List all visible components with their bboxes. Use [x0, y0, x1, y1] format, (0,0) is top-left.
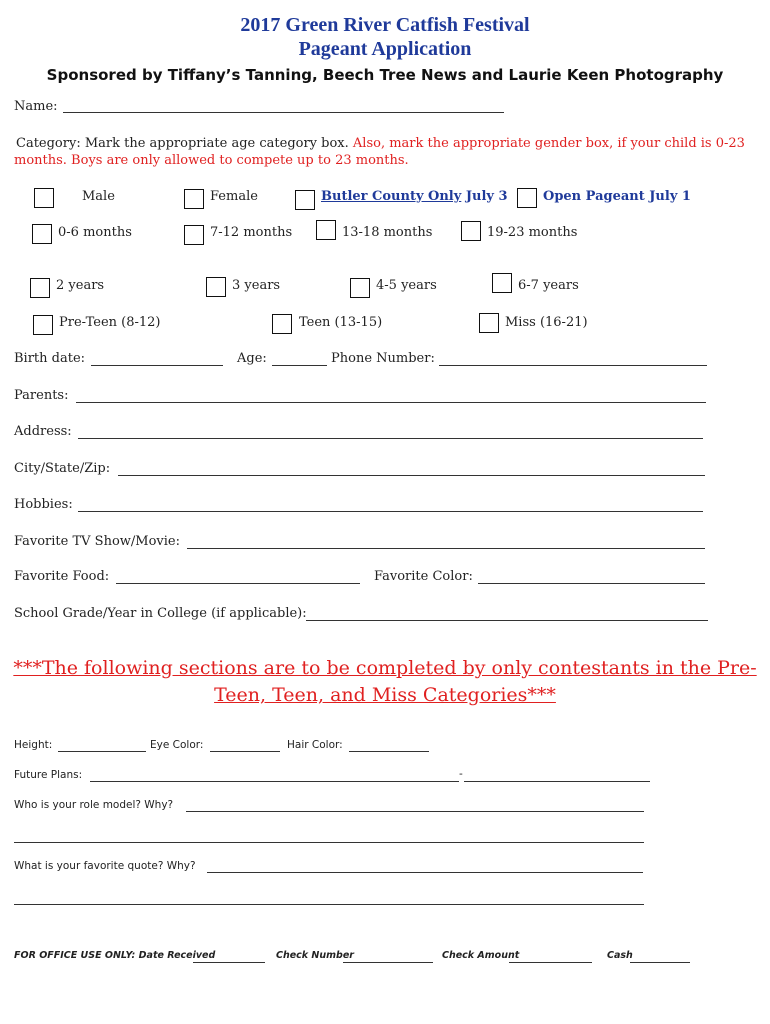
age-7-12-checkbox[interactable] — [184, 225, 204, 245]
older-contestants-notice: ***The following sections are to be completed by only contestants in the Pre-Teen, Teen, and Miss Categories*** — [13, 657, 757, 706]
male-label: Male — [82, 189, 115, 204]
miss-checkbox[interactable] — [479, 313, 499, 333]
age-6-7-years-checkbox[interactable] — [492, 273, 512, 293]
age-7-12-label: 7-12 months — [210, 225, 293, 240]
teen-checkbox[interactable] — [272, 314, 292, 334]
future-plans-field-2[interactable] — [464, 781, 650, 782]
age-3-years-checkbox[interactable] — [206, 277, 226, 297]
female-label: Female — [210, 189, 258, 204]
age-field[interactable] — [272, 365, 327, 366]
future-plans-label: Future Plans: — [14, 769, 83, 781]
teen-label: Teen (13-15) — [299, 315, 383, 330]
role-model-label: Who is your role model? Why? — [14, 799, 174, 811]
age-0-6-label: 0-6 months — [58, 225, 132, 240]
age-0-6-checkbox[interactable] — [32, 224, 52, 244]
instructions-text: Category: Mark the appropriate age category box. — [16, 136, 353, 151]
birth-date-field[interactable] — [91, 365, 223, 366]
tv-show-label: Favorite TV Show/Movie: — [14, 534, 180, 549]
height-field[interactable] — [58, 751, 146, 752]
office-check-number-label: Check Number — [276, 950, 354, 961]
favorite-quote-label: What is your favorite quote? Why? — [14, 860, 196, 872]
instructions-red-text: Also, mark the appropriate gender box, if your child is 0-23 — [352, 136, 745, 151]
role-model-field[interactable] — [186, 811, 644, 812]
office-check-amount-label: Check Amount — [442, 950, 520, 961]
parents-label: Parents: — [14, 388, 69, 403]
city-state-zip-field[interactable] — [118, 475, 705, 476]
favorite-food-label: Favorite Food: — [14, 569, 110, 584]
miss-label: Miss (16-21) — [505, 315, 588, 330]
form-subtitle: Pageant Application — [298, 38, 472, 60]
instructions-line1 — [16, 136, 745, 151]
butler-county-label — [321, 189, 508, 204]
age-13-18-label: 13-18 months — [342, 225, 433, 240]
favorite-food-field[interactable] — [116, 583, 360, 584]
favorite-quote-field[interactable] — [207, 872, 643, 873]
office-cash-label: Cash — [607, 950, 633, 961]
favorite-color-label: Favorite Color: — [374, 569, 473, 584]
form-title: 2017 Green River Catfish Festival — [240, 14, 530, 36]
age-2-years-checkbox[interactable] — [30, 278, 50, 298]
hair-color-field[interactable] — [349, 751, 429, 752]
age-4-5-years-checkbox[interactable] — [350, 278, 370, 298]
school-grade-field[interactable] — [306, 620, 708, 621]
sponsor-line: Sponsored by Tiffany’s Tanning, Beech Tree News and Laurie Keen Photography — [46, 66, 724, 84]
eye-color-label: Eye Color: — [150, 739, 204, 751]
role-model-field-2[interactable] — [14, 842, 644, 843]
age-6-7-years-label: 6-7 years — [518, 278, 579, 293]
name-field[interactable] — [63, 112, 504, 113]
office-cash-field[interactable] — [630, 962, 690, 963]
hair-color-label: Hair Color: — [287, 739, 343, 751]
pre-teen-checkbox[interactable] — [33, 315, 53, 335]
phone-field[interactable] — [439, 365, 707, 366]
future-plans-dash: - — [459, 768, 463, 780]
office-check-number-field[interactable] — [343, 962, 433, 963]
instructions-line2: months. Boys are only allowed to compete up to 23 months. — [14, 153, 409, 168]
school-grade-label: School Grade/Year in College (if applicable): — [14, 606, 307, 621]
office-date-label: FOR OFFICE USE ONLY: Date Received — [14, 950, 216, 961]
parents-field[interactable] — [76, 402, 706, 403]
female-checkbox[interactable] — [184, 189, 204, 209]
address-label: Address: — [14, 424, 72, 439]
open-pageant-label: Open Pageant July 1 — [543, 189, 691, 204]
age-13-18-checkbox[interactable] — [316, 220, 336, 240]
office-check-amount-field[interactable] — [509, 962, 592, 963]
hobbies-label: Hobbies: — [14, 497, 73, 512]
butler-county-text: Butler County Only — [321, 189, 462, 204]
male-checkbox[interactable] — [34, 188, 54, 208]
favorite-quote-field-2[interactable] — [14, 904, 644, 905]
age-4-5-years-label: 4-5 years — [376, 278, 437, 293]
name-label: Name: — [14, 99, 58, 114]
age-2-years-label: 2 years — [56, 278, 105, 293]
age-label: Age: — [237, 351, 267, 366]
address-field[interactable] — [78, 438, 703, 439]
future-plans-field[interactable] — [90, 781, 459, 782]
open-pageant-checkbox[interactable] — [517, 188, 537, 208]
age-19-23-checkbox[interactable] — [461, 221, 481, 241]
tv-show-field[interactable] — [187, 548, 705, 549]
city-state-zip-label: City/State/Zip: — [14, 461, 111, 476]
butler-county-checkbox[interactable] — [295, 190, 315, 210]
favorite-color-field[interactable] — [478, 583, 705, 584]
phone-label: Phone Number: — [331, 351, 435, 366]
hobbies-field[interactable] — [78, 511, 703, 512]
age-19-23-label: 19-23 months — [487, 225, 578, 240]
butler-county-date: July 3 — [461, 189, 508, 204]
age-3-years-label: 3 years — [232, 278, 281, 293]
office-date-field[interactable] — [193, 962, 265, 963]
eye-color-field[interactable] — [210, 751, 280, 752]
height-label: Height: — [14, 739, 53, 751]
birth-date-label: Birth date: — [14, 351, 86, 366]
pre-teen-label: Pre-Teen (8-12) — [59, 315, 161, 330]
